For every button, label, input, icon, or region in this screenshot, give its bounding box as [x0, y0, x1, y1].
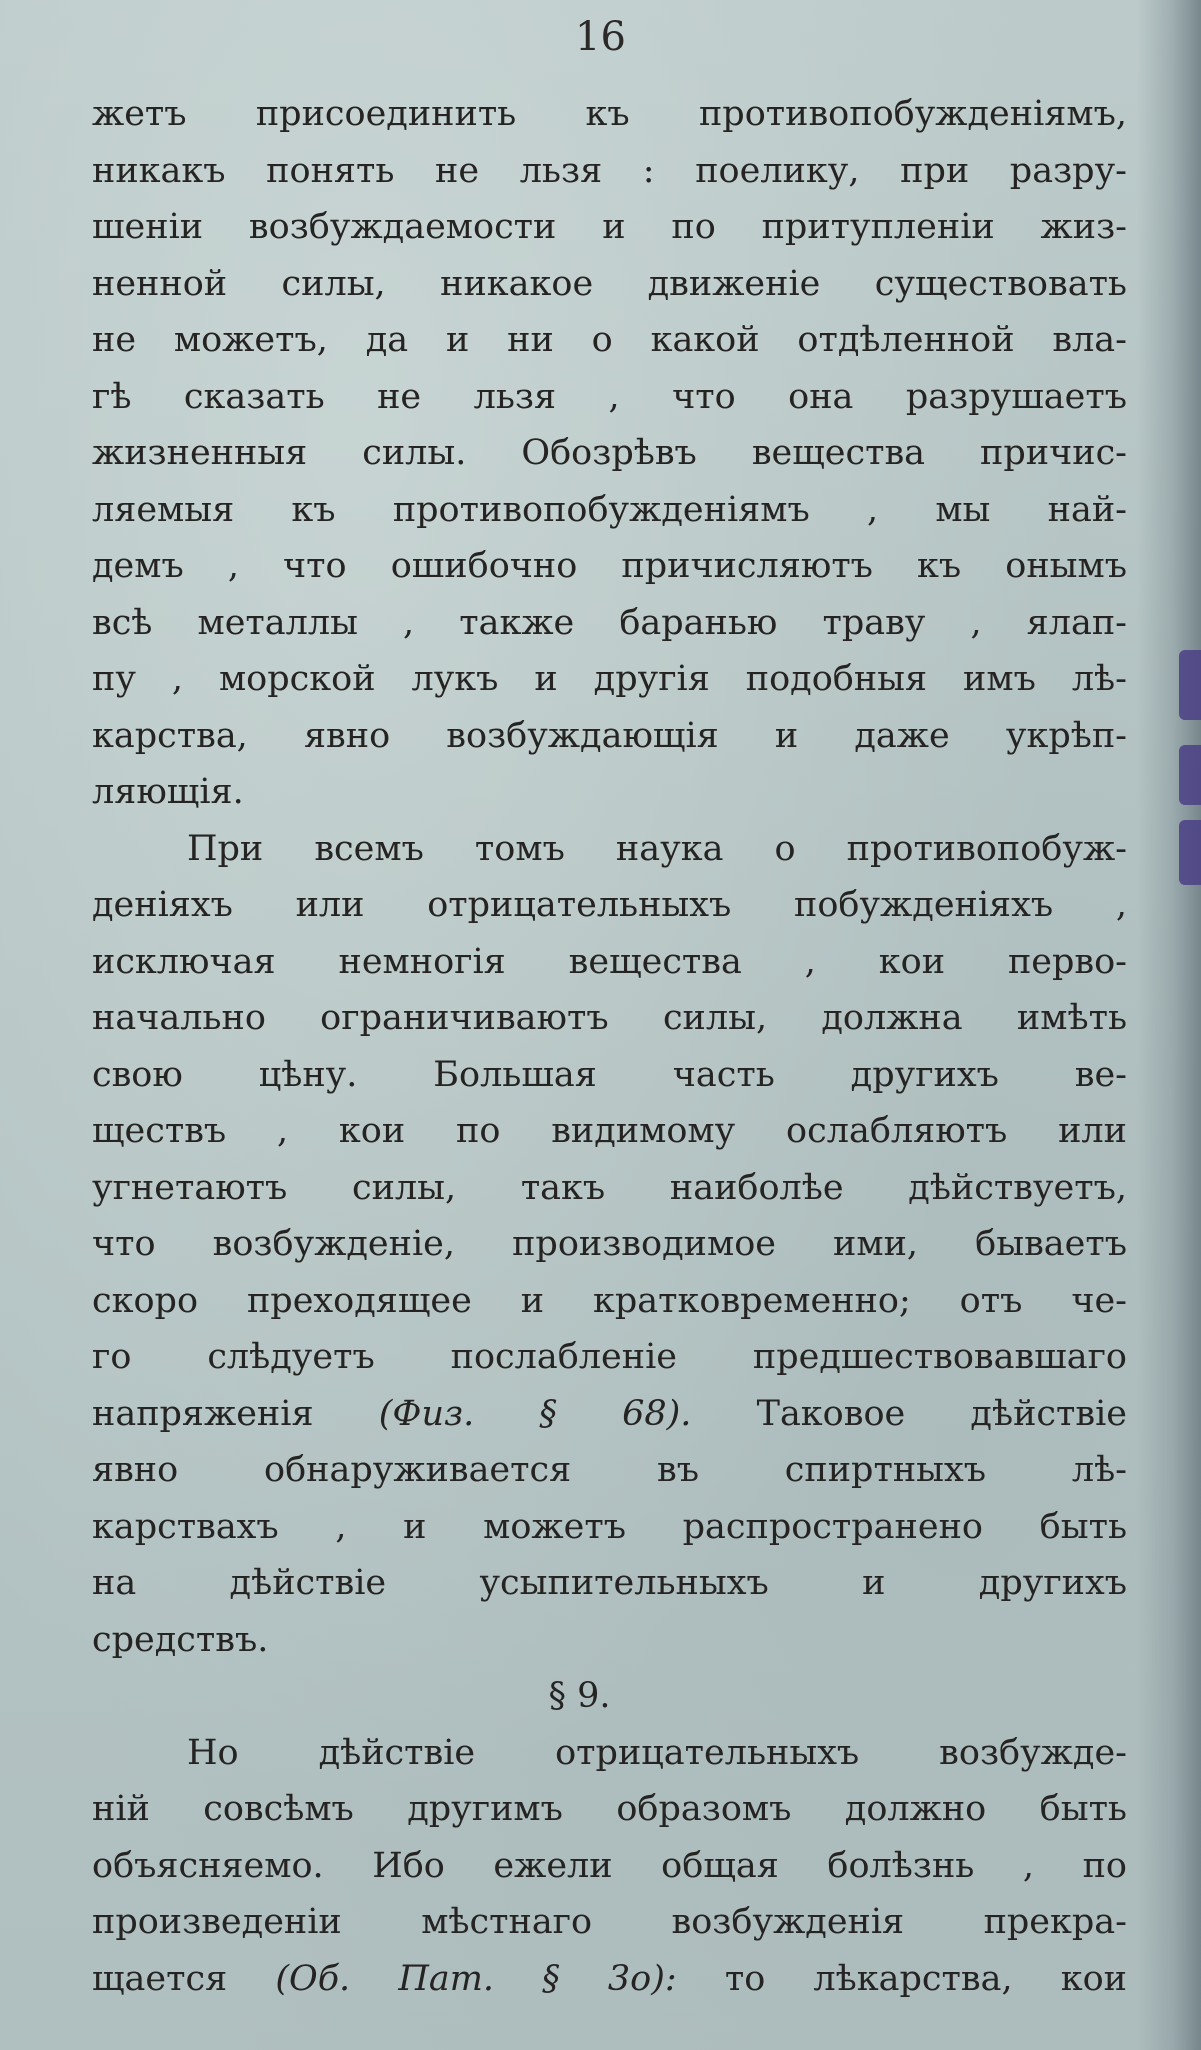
- margin-ink-mark: [1179, 650, 1201, 720]
- text-line: начально ограничиваютъ силы, должна имѣть: [92, 998, 1127, 1038]
- paragraph-start: При всемъ томъ наука о противопобуж-: [187, 828, 1127, 869]
- body-text: [92, 86, 1127, 2007]
- text-line: нiй совсѣмъ другимъ образомъ должно быть: [92, 1789, 1127, 1829]
- text-line: средствъ.: [92, 1619, 269, 1660]
- page-edge-shadow: [1137, 0, 1201, 2050]
- text-line: го слѣдуетъ послабленiе предшествовавшаго: [92, 1337, 1127, 1377]
- text-line: ляющiя.: [92, 772, 244, 812]
- text-line: никакъ понять не льзя : поелику, при разру-: [92, 150, 1127, 191]
- text-line: явно обнаруживается въ спиртныхъ лѣ-: [92, 1450, 1127, 1490]
- section-heading: § 9.: [548, 1676, 611, 1716]
- text-line: ществъ , кои по видимому ослабляютъ или: [92, 1111, 1127, 1151]
- text-line: демъ , что ошибочно причисляютъ къ онымъ: [92, 546, 1127, 586]
- paragraph-start: Но дѣйствiе отрицательныхъ возбужде-: [187, 1732, 1127, 1773]
- text-line: карства, явно возбуждающiя и даже укрѣп-: [92, 715, 1127, 756]
- text-line: угнетаютъ силы, такъ наиболѣе дѣйствуетъ,: [92, 1167, 1127, 1208]
- text-line: гѣ сказать не льзя , что она разрушаетъ: [92, 376, 1127, 417]
- text-fragment: то лѣкарства, кои: [724, 1958, 1128, 1999]
- text-fragment: напряженiя: [92, 1393, 314, 1434]
- text-line: шенiи возбуждаемости и по притупленiи жиз-: [92, 207, 1127, 247]
- text-fragment: щается: [92, 1958, 228, 1999]
- text-line: всѣ металлы , также баранью траву , ялап-: [92, 602, 1127, 643]
- text-line: карствахъ , и можетъ распространено быть: [92, 1506, 1127, 1547]
- text-line: скоро преходящее и кратковременно; отъ че-: [92, 1280, 1127, 1321]
- text-line: не можетъ, да и ни о какой отдѣленной вла-: [92, 320, 1127, 360]
- text-line: объясняемо. Ибо ежели общая болѣзнь , по: [92, 1845, 1127, 1886]
- margin-ink-mark: [1179, 745, 1201, 805]
- page-number: 16: [575, 14, 626, 60]
- text-line: жизненныя силы. Обозрѣвъ вещества причис-: [92, 433, 1127, 473]
- text-line: денiяхъ или отрицательныхъ побужденiяхъ ,: [92, 885, 1127, 925]
- text-line: на дѣйствiе усыпительныхъ и другихъ: [92, 1563, 1127, 1603]
- text-line: произведенiи мѣстнаго возбужденiя прекра-: [92, 1902, 1127, 1942]
- text-line: жетъ присоединить къ противопобужденiямъ,: [92, 94, 1127, 134]
- text-line: что возбужденiе, производимое ими, бываетъ: [92, 1224, 1127, 1264]
- text-line-with-reference: [92, 1386, 1127, 1443]
- cross-reference: (Об. Пат. § 3о):: [275, 1958, 677, 1999]
- text-line: исключая немногiя вещества , кои перво-: [92, 941, 1127, 982]
- cross-reference: (Физ. § 68).: [378, 1393, 692, 1434]
- text-line: пу , морской лукъ и другiя подобныя имъ лѣ-: [92, 659, 1127, 699]
- text-fragment: Таковое дѣйствiе: [756, 1393, 1127, 1434]
- text-line: ненной силы, никакое движенiе существовать: [92, 263, 1127, 304]
- text-line-with-reference: [92, 1951, 1127, 2008]
- text-line: ляемыя къ противопобужденiямъ , мы най-: [92, 489, 1127, 530]
- margin-ink-mark: [1179, 820, 1201, 885]
- text-line: свою цѣну. Большая часть другихъ ве-: [92, 1054, 1127, 1095]
